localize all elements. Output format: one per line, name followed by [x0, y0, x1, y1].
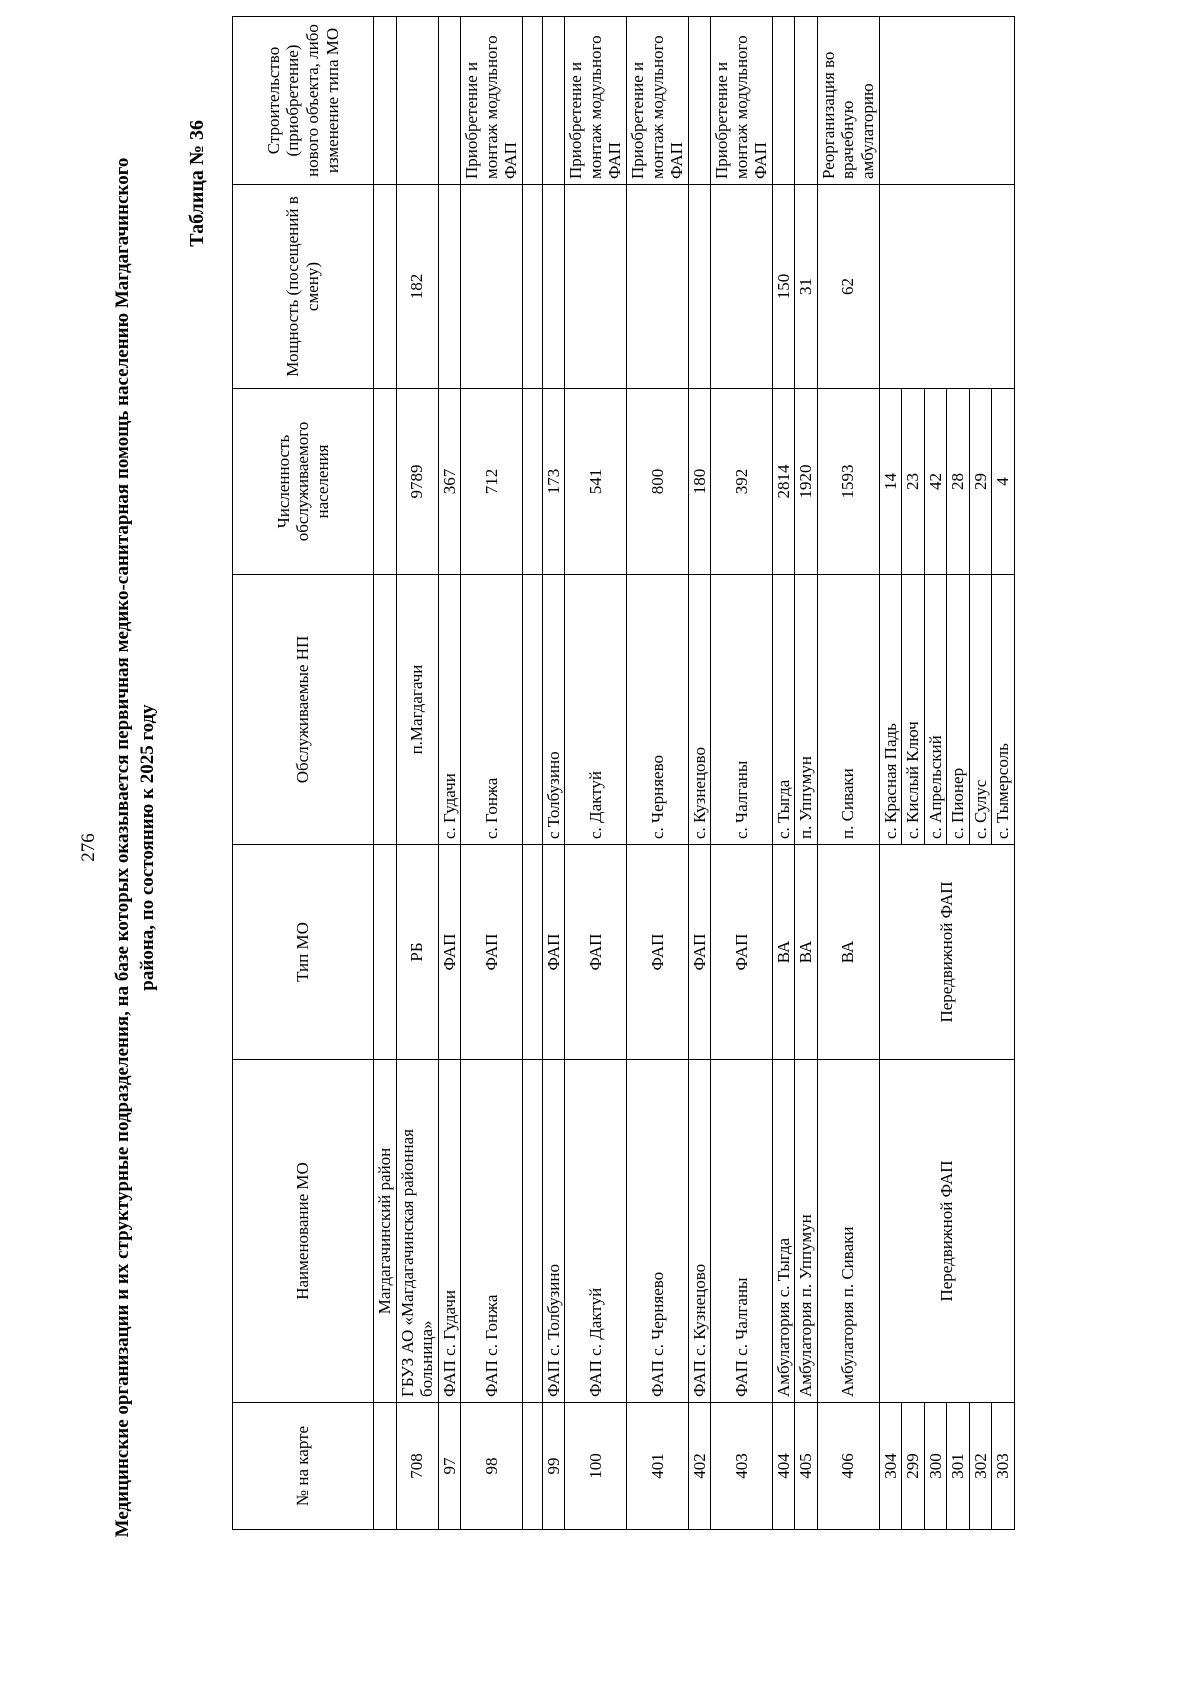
document-title-line-1: Медицинские организации и их структурные подразделения, на базе которых оказывается первичная медико-санитарная помощь населению Магдагачинского [112, 157, 133, 1538]
document-title-line-2: района, по состоянию к 2025 году [137, 704, 158, 991]
cell-type: ФАП [627, 845, 689, 1060]
cell-construction [795, 17, 818, 185]
cell-settlement: с. Черняево [627, 575, 689, 845]
cell-population: 2814 [772, 389, 795, 575]
cell-settlement: с. Гонжа [461, 575, 523, 845]
cell-capacity [461, 185, 523, 389]
cell-population: 14 [879, 389, 902, 575]
cell-population: 712 [461, 389, 523, 575]
cell-type: ФАП [438, 845, 461, 1060]
spacer-row [522, 17, 542, 1530]
cell-type: ФАП [688, 845, 711, 1060]
header-no: № на карте [233, 1403, 374, 1530]
cell-name: Амбулатория с. Тыгда [772, 1060, 795, 1403]
header-name: Наименование МО [233, 1060, 374, 1403]
cell-population: 541 [565, 389, 627, 575]
cell-name: ГБУЗ АО «Магдагачинская районная больница» [396, 1060, 438, 1403]
cell-population: 42 [924, 389, 947, 575]
cell-construction: Приобретение и монтаж модульного ФАП [711, 17, 773, 185]
cell-population: 4 [992, 389, 1015, 575]
header-settlements: Обслуживаемые НП [233, 575, 374, 845]
cell-population: 180 [688, 389, 711, 575]
cell-settlement: с. Кислый Ключ [902, 575, 925, 845]
district-row [374, 17, 397, 1530]
header-population: Численность обслуживаемого населения [233, 389, 374, 575]
cell-capacity [565, 185, 627, 389]
cell-name: ФАП с. Черняево [627, 1060, 689, 1403]
cell-construction [542, 17, 565, 185]
cell-type: ВА [772, 845, 795, 1060]
cell-settlement: с Толбузино [542, 575, 565, 845]
cell-population: 1593 [817, 389, 879, 575]
cell-population: 1920 [795, 389, 818, 575]
cell-name: Амбулатория п. Уппумун [795, 1060, 818, 1403]
page-number: 276 [78, 833, 99, 862]
mobile-fap-type: Передвижной ФАП [879, 845, 1014, 1060]
table-row [772, 17, 795, 1530]
header-capacity: Мощность (посещений в смену) [233, 185, 374, 389]
district-label: Магдагачинский район [374, 1060, 397, 1403]
cell-settlement: п. Сиваки [817, 575, 879, 845]
cell-name: ФАП с. Кузнецово [688, 1060, 711, 1403]
cell-name: ФАП с. Толбузино [542, 1060, 565, 1403]
cell-no: 401 [627, 1403, 689, 1530]
cell-capacity: 182 [396, 185, 438, 389]
cell-no: 100 [565, 1403, 627, 1530]
cell-type: ФАП [565, 845, 627, 1060]
cell-capacity [711, 185, 773, 389]
cell-construction [688, 17, 711, 185]
cell-settlement: с. Дактуй [565, 575, 627, 845]
cell-settlement: с. Тыгда [772, 575, 795, 845]
cell-no: 406 [817, 1403, 879, 1530]
cell-no: 299 [902, 1403, 925, 1530]
table-number: Таблица № 36 [186, 120, 208, 247]
table-row [688, 17, 711, 1530]
cell-no: 404 [772, 1403, 795, 1530]
cell-construction: Реорганизация во врачебную амбулаторию [817, 17, 879, 185]
cell-no: 300 [924, 1403, 947, 1530]
cell-population: 367 [438, 389, 461, 575]
cell-no: 97 [438, 1403, 461, 1530]
cell-capacity [542, 185, 565, 389]
medical-organizations-table [232, 16, 1015, 1530]
table-row [879, 17, 902, 1530]
cell-settlement: с. Апрельский [924, 575, 947, 845]
cell-population: 800 [627, 389, 689, 575]
cell-construction: Приобретение и монтаж модульного ФАП [565, 17, 627, 185]
cell-population: 173 [542, 389, 565, 575]
table-header-row [233, 17, 374, 1530]
cell-no: 402 [688, 1403, 711, 1530]
cell-settlement: с. Красная Падь [879, 575, 902, 845]
mobile-fap-name: Передвижной ФАП [879, 1060, 1014, 1403]
cell-population: 23 [902, 389, 925, 575]
cell-population: 9789 [396, 389, 438, 575]
cell-type: РБ [396, 845, 438, 1060]
cell-capacity: 31 [795, 185, 818, 389]
cell-population: 28 [947, 389, 970, 575]
table-row [461, 17, 523, 1530]
cell-type: ФАП [711, 845, 773, 1060]
cell-capacity: 62 [817, 185, 879, 389]
cell-capacity [688, 185, 711, 389]
cell-settlement: с. Кузнецово [688, 575, 711, 845]
cell-name: ФАП с. Дактуй [565, 1060, 627, 1403]
table-row [542, 17, 565, 1530]
table-row [627, 17, 689, 1530]
cell-capacity: 150 [772, 185, 795, 389]
header-construction: Строительство (приобретение) нового объекта, либо изменение типа МО [233, 17, 374, 185]
cell-name: ФАП с. Гонжа [461, 1060, 523, 1403]
cell-settlement: с. Тымерсоль [992, 575, 1015, 845]
table-row [396, 17, 438, 1530]
cell-construction: Приобретение и монтаж модульного ФАП [461, 17, 523, 185]
header-type: Тип МО [233, 845, 374, 1060]
cell-no: 403 [711, 1403, 773, 1530]
cell-settlement: с. Гудачи [438, 575, 461, 845]
cell-no: 304 [879, 1403, 902, 1530]
cell-construction [772, 17, 795, 185]
table-row [795, 17, 818, 1530]
cell-no: 99 [542, 1403, 565, 1530]
cell-population: 392 [711, 389, 773, 575]
cell-type: ВА [817, 845, 879, 1060]
cell-no: 708 [396, 1403, 438, 1530]
cell-settlement: п.Магдагачи [396, 575, 438, 845]
cell-settlement: с. Пионер [947, 575, 970, 845]
cell-settlement: п. Уппумун [795, 575, 818, 845]
cell-type: ФАП [461, 845, 523, 1060]
table-row [438, 17, 461, 1530]
cell-settlement: с. Сулус [969, 575, 992, 845]
cell-capacity [438, 185, 461, 389]
cell-construction: Приобретение и монтаж модульного ФАП [627, 17, 689, 185]
cell-population: 29 [969, 389, 992, 575]
cell-name: ФАП с. Гудачи [438, 1060, 461, 1403]
cell-construction [438, 17, 461, 185]
cell-no: 302 [969, 1403, 992, 1530]
cell-name: Амбулатория п. Сиваки [817, 1060, 879, 1403]
cell-no: 301 [947, 1403, 970, 1530]
cell-no: 405 [795, 1403, 818, 1530]
cell-no: 98 [461, 1403, 523, 1530]
table-row [817, 17, 879, 1530]
cell-no: 303 [992, 1403, 1015, 1530]
cell-name: ФАП с. Чалганы [711, 1060, 773, 1403]
cell-capacity [627, 185, 689, 389]
table-row [565, 17, 627, 1530]
cell-type: ВА [795, 845, 818, 1060]
cell-construction [396, 17, 438, 185]
cell-type: ФАП [542, 845, 565, 1060]
table-row [711, 17, 773, 1530]
cell-settlement: с. Чалганы [711, 575, 773, 845]
